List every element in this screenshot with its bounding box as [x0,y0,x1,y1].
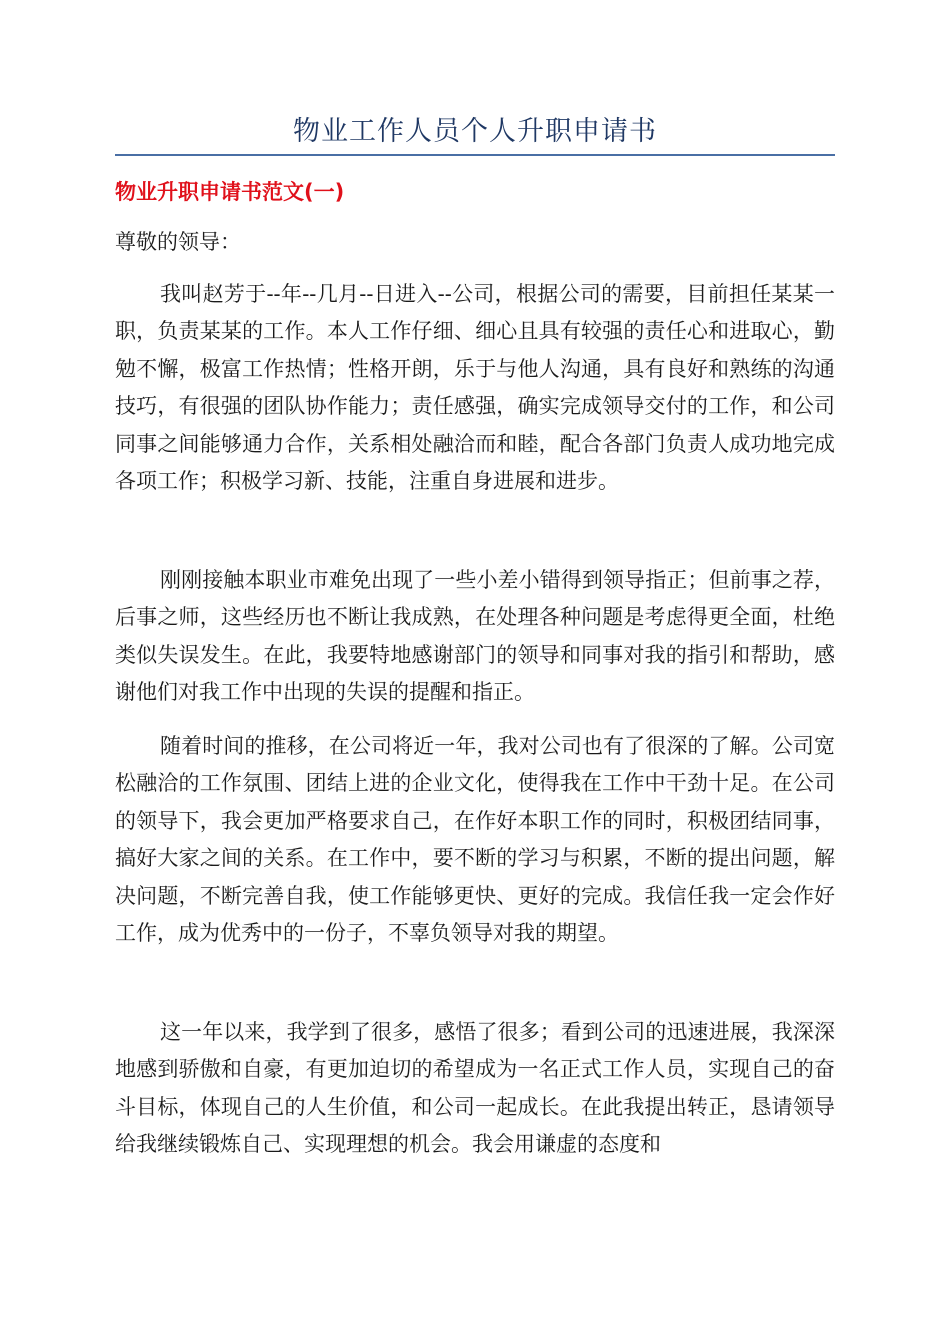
salutation: 尊敬的领导： [115,230,241,254]
paragraph-1: 我叫赵芳于--年--几月--日进入--公司，根据公司的需要，目前担任某某一职，负责某某的工作。本人工作仔细、细心且具有较强的责任心和进取心，勤勉不懈，极富工作热情；性格开朗，乐于与他人沟通，具有良好和熟练的沟通技巧，有很强的团队协作能力；责任感强，确实完成领导交付的工作，和公司同事之间能够通力合作，关系相处融洽而和睦，配合各部门负责人成功地完成各项工作；积极学习新、技能，注重自身进展和进步。 [115,282,835,494]
title-underline [115,154,835,156]
section-heading: 物业升职申请书范文(一) [115,180,345,204]
paragraph-2: 刚刚接触本职业市难免出现了一些小差小错得到领导指正；但前事之荐，后事之师，这些经历也不断让我成熟，在处理各种问题是考虑得更全面，杜绝类似失误发生。在此，我要特地感谢部门的领导和同事对我的指引和帮助，感谢他们对我工作中出现的失误的提醒和指正。 [115,568,835,705]
document-title: 物业工作人员个人升职申请书 [293,116,657,147]
paragraph-3: 随着时间的推移，在公司将近一年，我对公司也有了很深的了解。公司宽松融洽的工作氛围、团结上进的企业文化，使得我在工作中干劲十足。在公司的领导下，我会更加严格要求自己，在作好本职工作的同时，积极团结同事，搞好大家之间的关系。在工作中，要不断的学习与积累，不断的提出问题，解决问题，不断完善自我，使工作能够更快、更好的完成。我信任我一定会作好工作，成为优秀中的一份子，不辜负领导对我的期望。 [115,734,835,946]
paragraph-4: 这一年以来，我学到了很多，感悟了很多；看到公司的迅速进展，我深深地感到骄傲和自豪，有更加迫切的希望成为一名正式工作人员，实现自己的奋斗目标，体现自己的人生价值，和公司一起成长。在此我提出转正，恳请领导给我继续锻炼自己、实现理想的机会。我会用谦虚的态度和 [115,1020,835,1157]
